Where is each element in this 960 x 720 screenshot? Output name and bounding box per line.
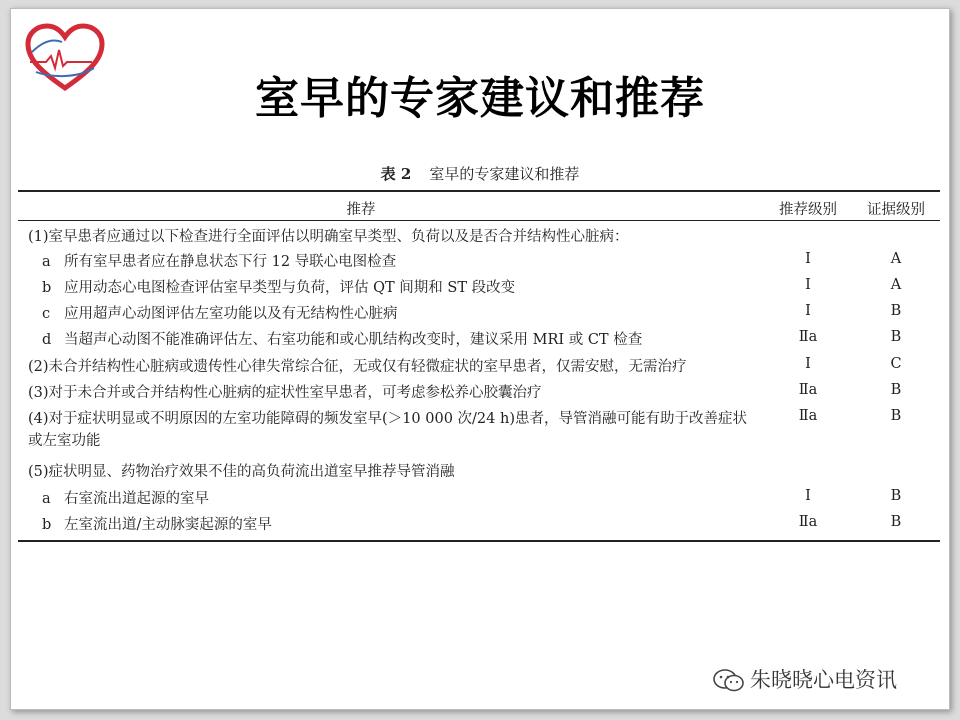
watermark [712, 664, 897, 694]
row-evidence-level: B [890, 303, 902, 319]
row-evidence-level: C [890, 356, 902, 372]
row-evidence-level: B [890, 408, 902, 424]
row-text: (1)室早患者应通过以下检查进行全面评估以明确室早类型、负荷以及是否合并结构性心脏病： [28, 229, 629, 245]
row-recommendation [42, 303, 772, 325]
row-rec-level: Ⅰ [805, 251, 811, 267]
row-text: (4)对于症状明显或不明原因的左室功能障碍的频发室早(＞10 000 次/24 h)患者，导管消融可能有助于改善症状或左室功能 [28, 411, 747, 449]
row-evidence-level: B [890, 514, 902, 530]
row-rec-level: Ⅱa [798, 408, 818, 424]
row-evidence-level: B [890, 382, 902, 398]
row-evidence-level: A [890, 251, 902, 267]
table-caption-text: 室早的专家建议和推荐 [429, 165, 580, 183]
table-bottom-rule [18, 540, 940, 542]
row-rec-level: Ⅱa [798, 514, 818, 530]
row-recommendation [42, 329, 772, 351]
row-text: 应用动态心电图检查评估室早类型与负荷，评估 QT 间期和 ST 段改变 [64, 280, 516, 296]
row-recommendation [42, 488, 772, 510]
row-letter: b [42, 280, 52, 296]
table-header-rule [18, 220, 940, 221]
row-rec-level: Ⅰ [805, 303, 811, 319]
row-recommendation [28, 356, 758, 378]
header-rec-level: 推荐级别 [779, 202, 837, 218]
row-text: 右室流出道起源的室早 [64, 491, 209, 507]
row-letter: a [42, 254, 51, 270]
row-letter: a [42, 491, 51, 507]
row-text: 左室流出道/主动脉窦起源的室早 [64, 517, 272, 533]
row-rec-level: Ⅱa [798, 329, 818, 345]
row-recommendation [42, 251, 772, 273]
row-recommendation [28, 226, 758, 248]
watermark-text: 朱晓晓心电资讯 [750, 668, 897, 692]
row-recommendation [42, 514, 772, 536]
row-recommendation [28, 382, 758, 404]
table-caption [0, 163, 960, 184]
row-evidence-level: B [890, 329, 902, 345]
row-rec-level: Ⅰ [805, 277, 811, 293]
table-number: 表 2 [380, 165, 412, 183]
row-rec-level: Ⅰ [805, 488, 811, 504]
row-text: 所有室早患者应在静息状态下行 12 导联心电图检查 [64, 254, 397, 270]
wechat-icon [712, 668, 746, 694]
header-recommendation: 推荐 [346, 202, 376, 218]
row-text: 应用超声心动图评估左室功能以及有无结构性心脏病 [64, 306, 398, 322]
row-recommendation [28, 408, 758, 452]
row-recommendation [42, 277, 772, 299]
row-text: 当超声心动图不能准确评估左、右室功能和或心肌结构改变时，建议采用 MRI 或 CT 检查 [64, 332, 643, 348]
slide-title: 室早的专家建议和推荐 [255, 73, 705, 124]
row-rec-level: Ⅱa [798, 382, 818, 398]
row-letter: d [42, 332, 52, 348]
row-evidence-level: B [890, 488, 902, 504]
row-recommendation [28, 461, 758, 483]
row-text: (2)未合并结构性心脏病或遗传性心律失常综合征，无或仅有轻微症状的室早患者，仅需安慰，无需治疗 [28, 359, 687, 375]
row-text: (5)症状明显、药物治疗效果不佳的高负荷流出道室早推荐导管消融 [28, 464, 455, 480]
row-text: (3)对于未合并或合并结构性心脏病的症状性室早患者，可考虑参松养心胶囊治疗 [28, 385, 542, 401]
header-evidence-level: 证据级别 [867, 202, 925, 218]
row-rec-level: Ⅰ [805, 356, 811, 372]
row-letter: b [42, 517, 52, 533]
table-top-rule [18, 190, 940, 192]
row-evidence-level: A [890, 277, 902, 293]
row-letter: c [42, 306, 51, 322]
